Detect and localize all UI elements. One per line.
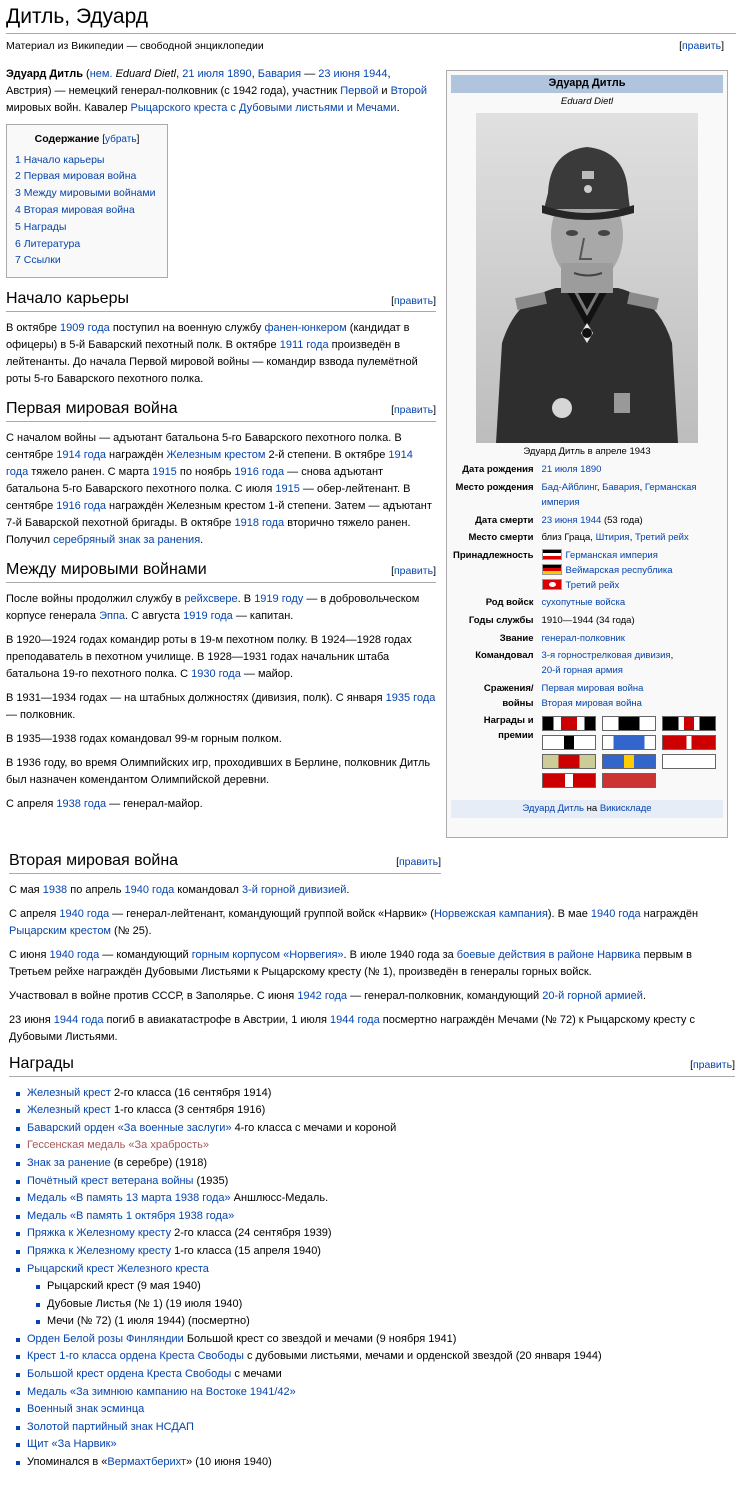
year-link[interactable]: 1914 года: [6, 448, 413, 478]
year-link[interactable]: 1938: [42, 883, 68, 896]
text: близ Граца,: [541, 532, 596, 544]
list-item: [27, 1173, 735, 1191]
list-item: [27, 1454, 735, 1472]
ww2-paragraph: [9, 906, 735, 940]
commons-name-link[interactable]: Эдуард Дитль: [522, 803, 584, 815]
text: ). В мае: [547, 907, 591, 920]
text: 2-й степени. В октябре: [265, 448, 389, 461]
year-link[interactable]: 1919 году: [254, 592, 304, 605]
text: . В: [237, 592, 255, 605]
death-date-link[interactable]: 23 июня 1944: [318, 68, 388, 80]
ribbon-icon[interactable]: [602, 773, 656, 788]
text: — в добровольческом корпусе генерала: [6, 592, 420, 622]
list-item: [27, 1155, 735, 1173]
award-link[interactable]: Медаль «В память 1 октября 1938 года»: [27, 1209, 235, 1222]
knights-cross-link[interactable]: Рыцарским крестом: [9, 924, 111, 937]
infobox-row: [451, 713, 723, 790]
infobox-row: [451, 595, 723, 613]
ribbon-icon[interactable]: [542, 735, 596, 750]
text: поступил на военную службу: [109, 321, 265, 334]
text: . С августа: [125, 609, 184, 622]
text: тяжело ранен. С марта: [28, 465, 153, 478]
row-key: Дата рождения: [462, 464, 534, 476]
row-value: Бад-Айблинг, Бавария, Германская империя: [541, 482, 697, 508]
text: С апреля: [9, 907, 60, 920]
list-item: [27, 1331, 735, 1349]
army-link[interactable]: 20-й горной армией: [542, 989, 643, 1002]
table-of-contents: [6, 124, 168, 278]
edit-link-label[interactable]: править: [393, 294, 434, 307]
original-name: Eduard Dietl: [115, 68, 177, 80]
edit-link-label[interactable]: править: [393, 404, 434, 417]
infobox-row: [451, 631, 723, 649]
text: » (10 июня 1940): [186, 1456, 272, 1469]
text: 1-го класса (3 сентября 1916): [110, 1104, 266, 1117]
interwar-paragraph: [6, 632, 436, 683]
text: Большой крест со звездой и мечами (9 ноября 1941): [183, 1332, 457, 1345]
infobox-title: Эдуард Дитль: [451, 75, 723, 93]
toc-link[interactable]: 5 Награды: [15, 220, 67, 233]
infobox-row: [451, 648, 723, 680]
section-heading-career: [6, 288, 436, 312]
rank-link[interactable]: генерал-полковник: [541, 632, 625, 644]
edit-section-link[interactable]: [править]: [391, 294, 436, 307]
list-item: [27, 1419, 735, 1437]
toc-item[interactable]: [15, 219, 159, 236]
toc-link[interactable]: 6 Литература: [15, 237, 81, 250]
infobox-row: [451, 462, 723, 480]
ww1-paragraph: [6, 430, 436, 549]
row-value: [540, 595, 723, 613]
page-title: Дитль, Эдуард: [6, 5, 149, 28]
birth-place-link[interactable]: Бавария: [257, 68, 302, 80]
year-link[interactable]: 1940 года: [59, 907, 110, 920]
awards-list: [27, 1085, 735, 1472]
text: на: [584, 803, 600, 815]
list-item: Дубовые Листья (№ 1) (19 июля 1940): [47, 1296, 735, 1314]
text: по апрель: [67, 883, 125, 896]
infobox-row: [451, 513, 723, 531]
text: награждён: [640, 907, 699, 920]
list-item: Рыцарский крест (9 мая 1940): [47, 1278, 735, 1296]
list-item: [27, 1102, 735, 1120]
photo-caption: Эдуард Дитль в апреле 1943: [523, 445, 651, 457]
toc-header: [15, 131, 159, 148]
toc-item[interactable]: [15, 236, 159, 253]
text: (в серебре) (1918): [110, 1156, 208, 1169]
row-value: [540, 548, 723, 595]
toc-link[interactable]: 3 Между мировыми войнами: [15, 187, 156, 200]
infobox-row: [451, 548, 723, 595]
text: В 1920—1924 годах командир роты в 19-м пехотном полку. В 1924—1928 годах преподаватель в пехотном училище. В 1928—1931 годах начальник штаба батальона 19-го пехотного полка. С: [6, 633, 412, 680]
award-link[interactable]: Знак за ранение: [27, 1156, 111, 1169]
text: . В июле 1940 года за: [343, 948, 457, 961]
row-key: Род войск: [485, 597, 534, 609]
award-link[interactable]: Железный крест: [27, 1086, 111, 1099]
ww2-paragraph: [9, 988, 735, 1005]
text: (кандидат в офицеры) в 5-й Баварский пехотный полк. В октябре: [6, 321, 410, 351]
award-link[interactable]: Гессенская медаль «За храбрость»: [27, 1139, 209, 1152]
lead-text: .: [396, 102, 400, 115]
ww2-paragraph: [9, 947, 735, 981]
place-link[interactable]: Штирия: [595, 532, 630, 544]
list-item: [27, 1225, 735, 1243]
text: — майор.: [240, 667, 294, 680]
row-key: Звание: [499, 632, 534, 644]
toc-link[interactable]: 4 Вторая мировая война: [15, 204, 135, 217]
row-key: Место рождения: [455, 482, 534, 494]
list-item: [27, 1120, 735, 1138]
text: — генерал-лейтенант, командующий группой войск «Нарвик» (: [109, 907, 434, 920]
text: .: [200, 533, 204, 546]
section-heading-ww2: [9, 850, 441, 874]
toc-item[interactable]: [15, 168, 159, 185]
text: Участвовал в войне против СССР, в Заполярье. С июня: [9, 989, 298, 1002]
text: 2-го класса (16 сентября 1914): [110, 1086, 272, 1099]
row-key: Место смерти: [468, 532, 534, 544]
row-value: близ Граца, Штирия, Третий рейх: [541, 532, 689, 544]
award-link[interactable]: Щит «За Нарвик»: [27, 1438, 117, 1451]
award-link[interactable]: Железный крест: [27, 1104, 111, 1117]
text: посмертно награждён Мечами (№ 72) к Рыцарскому кресту с Дубовыми Листьями.: [9, 1013, 695, 1043]
title-divider: [6, 33, 736, 34]
row-key: Сражения/войны: [483, 682, 534, 709]
text: награждён Железным крестом 1-й степени. Затем — адъютант 7-й Баварской пехотной бригады. В октябре: [6, 499, 432, 529]
year-link[interactable]: 1919 года: [183, 609, 233, 622]
toc-toggle-link[interactable]: убрать: [105, 134, 137, 146]
interwar-paragraph: [6, 796, 436, 813]
lead-name: Эдуард Дитль: [6, 68, 83, 80]
row-value: [540, 462, 723, 480]
edit-link-label[interactable]: править: [393, 565, 434, 578]
section-title: Между мировыми войнами: [6, 560, 207, 578]
ww1-link[interactable]: Первой: [340, 85, 379, 98]
command-link[interactable]: 3-я горнострелковая дивизия: [541, 650, 671, 662]
text: После войны продолжил службу в: [6, 592, 185, 605]
text: — генерал-полковник, командующий: [347, 989, 543, 1002]
allegiance-link[interactable]: Третий рейх: [565, 579, 620, 591]
toc-title: Содержание: [34, 133, 100, 146]
list-item: [27, 1190, 735, 1208]
award-link[interactable]: Пряжка к Железному кресту: [27, 1244, 172, 1257]
year-link[interactable]: 1914 года: [56, 448, 106, 461]
list-item: [27, 1208, 735, 1226]
text: С июня: [9, 948, 50, 961]
birth-date-link[interactable]: 21 июля 1890: [182, 68, 252, 80]
ww2-paragraph: [9, 1012, 735, 1046]
section-heading-interwar: [6, 559, 436, 583]
award-link[interactable]: Орден Белой розы Финляндии: [27, 1332, 184, 1345]
year-link[interactable]: 1915: [275, 482, 300, 495]
section-title: Начало карьеры: [6, 290, 129, 308]
command-link[interactable]: 20-й горная армия: [541, 665, 623, 677]
section-heading-ww1: [6, 398, 436, 422]
infobox-row: [451, 480, 723, 512]
branch-link[interactable]: сухопутные войска: [541, 597, 626, 609]
commons-footer: [451, 800, 723, 818]
row-value: 3-я горнострелковая дивизия, 20-й горная армия: [541, 650, 674, 677]
list-item: [27, 1366, 735, 1384]
death-date-link[interactable]: 23 июня 1944: [541, 514, 602, 526]
edit-section-link[interactable]: [править]: [396, 856, 441, 869]
text: С началом войны — адъютант батальона 5-го Баварского пехотного полка. В сентябре: [6, 431, 402, 461]
commons-link[interactable]: Викискладе: [599, 803, 652, 815]
text: Упоминался в «: [27, 1456, 108, 1469]
interwar-paragraph: [6, 591, 436, 625]
lead-text: (: [82, 68, 90, 80]
sub-list: [47, 1278, 735, 1331]
lead-text: , Австрия) — немецкий генерал-полковник (с 1942 года), участник: [6, 68, 391, 98]
award-link[interactable]: Большой крест ордена Креста Свободы: [27, 1368, 232, 1381]
row-key: Награды и премии: [483, 715, 534, 741]
reichswehr-link[interactable]: рейхсвере: [184, 592, 238, 605]
text: (№ 25).: [111, 924, 152, 937]
row-value: 1910—1944 (34 года): [541, 614, 635, 626]
text: В 1931—1934 годах — на штабных должностях (дивизия, полк). С января: [6, 691, 386, 704]
edit-link-label[interactable]: править: [398, 856, 439, 869]
row-key: Командовал: [475, 650, 534, 662]
text: В октябре: [6, 321, 61, 334]
edit-link-label[interactable]: править: [692, 1059, 733, 1072]
award-link[interactable]: Рыцарский крест Железного креста: [27, 1262, 209, 1275]
row-key: Принадлежность: [453, 550, 534, 562]
ribbon-icon[interactable]: [662, 716, 716, 731]
infobox-subtitle: Eduard Dietl: [560, 95, 614, 107]
knight-cross-link[interactable]: Рыцарского креста с Дубовыми листьями и Мечами: [130, 102, 397, 115]
award-link[interactable]: Почётный крест ветерана войны: [27, 1174, 194, 1187]
toc-link[interactable]: 2 Первая мировая война: [15, 170, 137, 183]
infobox-table: [451, 462, 723, 790]
text: погиб в авиакатастрофе в Австрии, 1 июля: [103, 1013, 330, 1026]
text: С апреля: [6, 797, 57, 810]
interwar-paragraph: В 1936 году, во время Олимпийских игр, проходивших в Берлине, полковник Дитль был назначен комендантом Олимпийской деревни.: [6, 756, 431, 786]
text: .: [642, 989, 646, 1002]
text: 4-го класса с мечами и короной: [231, 1121, 397, 1134]
section-title: Награды: [9, 1054, 74, 1072]
lead-text: и: [378, 85, 391, 98]
interwar-paragraph: [6, 690, 436, 724]
toc-item[interactable]: [15, 185, 159, 202]
narvik-link[interactable]: боевые действия в районе Нарвика: [456, 948, 641, 961]
edit-section-link[interactable]: [править]: [690, 1059, 735, 1072]
text: .: [346, 883, 350, 896]
year-link[interactable]: 1940 года: [49, 948, 100, 961]
wound-badge-link[interactable]: серебряный знак за ранения: [53, 533, 201, 546]
text: — обер-лейтенант. В сентябре: [6, 482, 411, 512]
award-link[interactable]: Золотой партийный знак НСДАП: [27, 1420, 194, 1433]
toc-link[interactable]: 7 Ссылки: [15, 254, 61, 267]
birth-date-link[interactable]: 21 июля 1890: [541, 464, 602, 476]
row-value: [540, 513, 723, 531]
flag-german-empire-icon: [542, 549, 562, 560]
place-link[interactable]: Бад-Айблинг: [541, 482, 597, 494]
text: Аншлюсс-Медаль.: [230, 1192, 329, 1205]
battle-link[interactable]: Вторая мировая война: [541, 697, 642, 709]
ribbon-icon[interactable]: [602, 716, 656, 731]
text: 23 июня: [9, 1013, 54, 1026]
infobox-row: [451, 613, 723, 631]
ribbon-icon[interactable]: [662, 754, 716, 769]
place-link[interactable]: Третий рейх: [634, 532, 689, 544]
year-link[interactable]: 1940 года: [124, 883, 175, 896]
place-link[interactable]: Германская империя: [541, 482, 697, 508]
award-link[interactable]: Крест 1-го класса ордена Креста Свободы: [27, 1350, 244, 1363]
wehrmachtbericht-link[interactable]: Вермахтберихт: [107, 1456, 187, 1469]
lead-paragraph: Эдуард Дитль (нем. Eduard Dietl, 21 июля 1890, Бавария — 23 июня 1944, Австрия) — немецкий генерал-полковник (с 1942 года), участник Первой и Второй мировых войн. Кавалер Рыцарского креста с Дубовыми листьями и Мечами.: [6, 68, 428, 115]
infobox-row: [451, 681, 723, 713]
text: 2-го класса (24 сентября 1939): [171, 1227, 332, 1240]
year-link[interactable]: 1944 года: [330, 1013, 380, 1026]
list-item: [27, 1137, 735, 1155]
interwar-paragraph: В 1935—1938 годах командовал 99-м горным полком.: [6, 732, 282, 745]
ribbon-icon[interactable]: [542, 754, 596, 769]
list-item: [27, 1384, 735, 1402]
article-body-left: [6, 66, 436, 820]
ww2-link[interactable]: Второй: [390, 85, 428, 98]
award-link[interactable]: Медаль «В память 13 марта 1938 года»: [27, 1192, 231, 1205]
infobox-row: [451, 530, 723, 548]
division-link[interactable]: 3-й горной дивизией: [241, 883, 347, 896]
list-item: [27, 1348, 735, 1366]
text: 1-го класса (15 апреля 1940): [171, 1244, 321, 1257]
text: — полковник.: [6, 708, 76, 721]
year-link[interactable]: 1909 года: [60, 321, 110, 334]
row-key: Годы службы: [468, 614, 534, 626]
list-item: Мечи (№ 72) (1 июля 1944) (посмертно): [47, 1313, 735, 1331]
section-title: Вторая мировая война: [9, 852, 179, 869]
toc-item[interactable]: [15, 252, 159, 269]
ww2-paragraph: [9, 882, 735, 899]
row-value: [540, 681, 723, 713]
row-key: Дата смерти: [475, 514, 534, 526]
text: награждён: [106, 448, 167, 461]
award-link[interactable]: Баварский орден «За военные заслуги»: [27, 1121, 232, 1134]
infobox: [446, 70, 728, 838]
row-value: [540, 631, 723, 649]
text: С мая: [9, 883, 43, 896]
fahnenjunker-link[interactable]: фанен-юнкером: [264, 321, 347, 334]
text: (1935): [193, 1174, 229, 1187]
list-item: [27, 1401, 735, 1419]
text: — капитан.: [232, 609, 294, 622]
edit-link-label[interactable]: править: [681, 40, 722, 52]
year-link[interactable]: 1938 года: [56, 797, 107, 810]
text: командовал: [174, 883, 242, 896]
toc-toggle[interactable]: [убрать]: [102, 134, 140, 146]
award-link[interactable]: Пряжка к Железному кресту: [27, 1227, 172, 1240]
list-item: [27, 1261, 735, 1331]
toc-item[interactable]: [15, 152, 159, 169]
text: по ноябрь: [176, 465, 235, 478]
lang-link[interactable]: нем.: [89, 68, 113, 80]
year-link[interactable]: 1916 года: [234, 465, 285, 478]
toc-list: [15, 152, 159, 270]
list-item: [27, 1436, 735, 1454]
edit-section-link[interactable]: [править]: [391, 404, 436, 417]
iron-cross-link[interactable]: Железным крестом: [166, 448, 266, 461]
year-link[interactable]: 1942 года: [297, 989, 348, 1002]
epp-link[interactable]: Эппа: [99, 609, 126, 622]
award-link[interactable]: Медаль «За зимнюю кампанию на Востоке 1941/42»: [27, 1385, 296, 1398]
norway-campaign-link[interactable]: Норвежская кампания: [433, 907, 548, 920]
list-item: [27, 1243, 735, 1261]
text: первым в Третьем рейхе награждён Дубовыми Листьями к Рыцарскому кресту (№ 1), произведён в генералы горных войск.: [9, 948, 692, 978]
year-link[interactable]: 1916 года: [56, 499, 106, 512]
flag-third-reich-icon: [542, 579, 562, 590]
year-link[interactable]: 1930 года: [191, 667, 241, 680]
section-heading-awards: [9, 1053, 735, 1077]
award-link[interactable]: Военный знак эсминца: [27, 1403, 145, 1416]
award-ribbons: [542, 716, 721, 788]
text: вторично тяжело ранен. Получил: [6, 516, 411, 546]
career-paragraph: [6, 320, 436, 388]
toc-link[interactable]: 1 Начало карьеры: [15, 153, 105, 166]
edit-page-link[interactable]: [править]: [679, 40, 724, 52]
year-link[interactable]: 1935 года: [385, 691, 436, 704]
text: с мечами: [231, 1368, 282, 1381]
toc-item[interactable]: [15, 202, 159, 219]
battle-link[interactable]: Первая мировая война: [541, 682, 644, 694]
corps-link[interactable]: горным корпусом «Норвегия»: [191, 948, 344, 961]
allegiance-link[interactable]: Германская империя: [565, 550, 658, 562]
year-link[interactable]: 1944 года: [53, 1013, 104, 1026]
list-item: [27, 1085, 735, 1103]
place-link[interactable]: Бавария: [602, 482, 640, 494]
portrait-photo[interactable]: [476, 113, 698, 443]
year-link[interactable]: 1911 года: [279, 338, 329, 351]
text: с дубовыми листьями, мечами и орденской звездой (20 января 1944): [243, 1350, 602, 1363]
year-link[interactable]: 1918 года: [234, 516, 285, 529]
edit-section-link[interactable]: [править]: [391, 565, 436, 578]
ribbon-icon[interactable]: [602, 754, 656, 769]
year-link[interactable]: 1915: [152, 465, 177, 478]
flag-weimar-icon: [542, 564, 562, 575]
text: — генерал-майор.: [106, 797, 203, 810]
allegiance-link[interactable]: Веймарская республика: [565, 564, 673, 576]
ribbon-icon[interactable]: [542, 773, 596, 788]
text: — командующий: [99, 948, 192, 961]
ribbon-icon[interactable]: [542, 716, 596, 731]
section-title: Первая мировая война: [6, 400, 178, 417]
lead-text: мировых войн. Кавалер: [6, 102, 131, 115]
article-body-full: [9, 846, 735, 1472]
ribbon-icon[interactable]: [662, 735, 716, 750]
year-link[interactable]: 1940 года: [590, 907, 641, 920]
row-value: [540, 713, 723, 790]
site-subtitle: Материал из Википедии — свободной энциклопедии: [6, 40, 264, 52]
age-text: (53 года): [601, 514, 643, 526]
text: произведён в лейтенанты. До начала Первой мировой войны — командир взвода пулемётной роты 5-го Баварского пехотного полка.: [6, 338, 418, 385]
ribbon-icon[interactable]: [602, 735, 656, 750]
text: — снова адъютант батальона 5-го Баварского пехотного полка. С июля: [6, 465, 384, 495]
